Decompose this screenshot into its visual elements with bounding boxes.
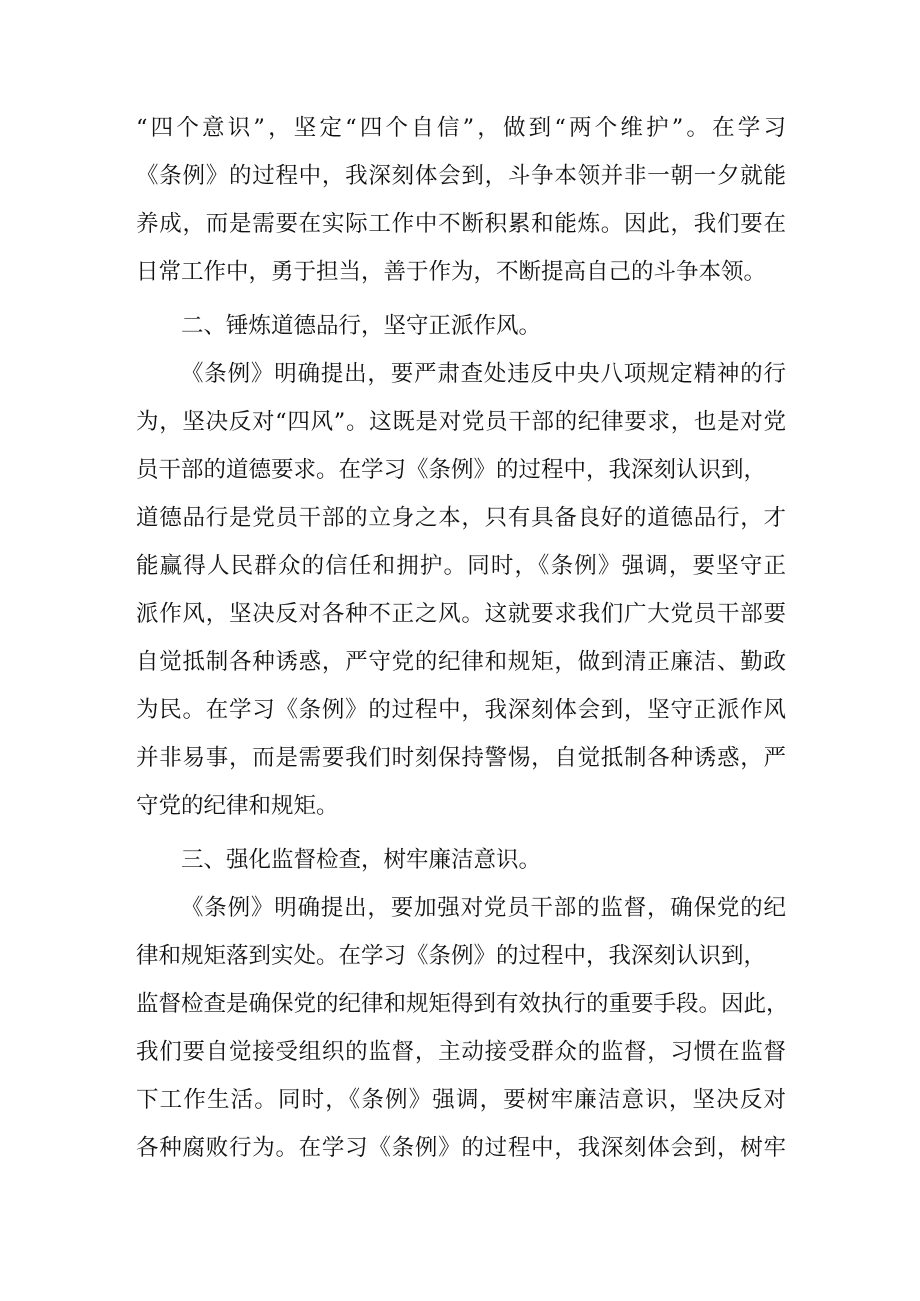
body-text-line: 自觉抵制各种诱惑，严守党的纪律和规矩，做到清正廉洁、勤政 (136, 649, 786, 675)
body-text-line: 能赢得人民群众的信任和拥护。同时，《条例》强调，要坚守正 (136, 553, 786, 579)
body-text-line: 我们要自觉接受组织的监督，主动接受群众的监督，习惯在监督 (136, 1039, 786, 1065)
body-text-line: 守党的纪律和规矩。 (136, 793, 339, 819)
section-heading: 三、强化监督检查，树牢廉洁意识。 (181, 847, 542, 873)
body-text-line: 《条例》明确提出，要加强对党员干部的监督，确保党的纪 (181, 895, 786, 921)
body-text-line: “四个意识”，坚定“四个自信”，做到“两个维护”。在学习 (136, 115, 786, 141)
body-text-line: 各种腐败行为。在学习《条例》的过程中，我深刻体会到，树牢 (136, 1135, 786, 1161)
body-text-line: 为，坚决反对“四风”。这既是对党员干部的纪律要求，也是对党 (136, 409, 786, 435)
body-text-line: 为民。在学习《条例》的过程中，我深刻体会到，坚守正派作风 (136, 697, 786, 723)
body-text-line: 下工作生活。同时，《条例》强调，要树牢廉洁意识，坚决反对 (136, 1087, 786, 1113)
body-text-line: 并非易事，而是需要我们时刻保持警惕，自觉抵制各种诱惑，严 (136, 745, 786, 771)
body-text-line: 派作风，坚决反对各种不正之风。这就要求我们广大党员干部要 (136, 601, 786, 627)
section-heading: 二、锤炼道德品行，坚守正派作风。 (181, 313, 542, 339)
body-text-line: 日常工作中，勇于担当，善于作为，不断提高自己的斗争本领。 (136, 259, 767, 285)
body-text-line: 养成，而是需要在实际工作中不断积累和能炼。因此，我们要在 (136, 211, 786, 237)
body-text-line: 律和规矩落到实处。在学习《条例》的过程中，我深刻认识到， (136, 943, 767, 969)
body-text-line: 监督检查是确保党的纪律和规矩得到有效执行的重要手段。因此， (136, 991, 789, 1017)
body-text-line: 《条例》明确提出，要严肃查处违反中央八项规定精神的行 (181, 361, 786, 387)
body-text-line: 员干部的道德要求。在学习《条例》的过程中，我深刻认识到， (136, 457, 767, 483)
body-text-line: 《条例》的过程中，我深刻体会到，斗争本领并非一朝一夕就能 (136, 163, 786, 189)
body-text-line: 道德品行是党员干部的立身之本，只有具备良好的道德品行，才 (136, 505, 786, 531)
